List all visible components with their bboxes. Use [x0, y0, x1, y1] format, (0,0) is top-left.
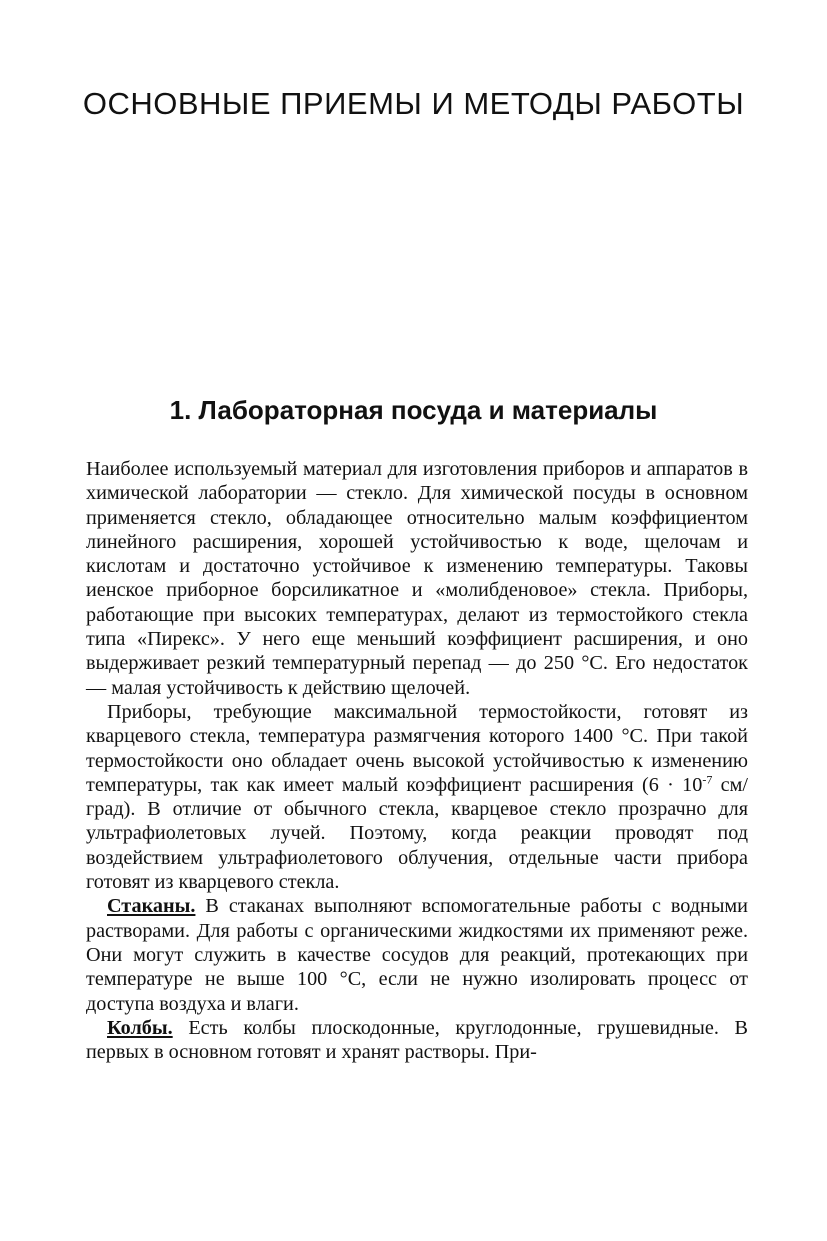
section-heading: 1. Лабораторная посуда и материалы — [169, 395, 658, 425]
term-beakers: Стаканы. — [107, 895, 196, 918]
flasks-text: Есть колбы плоскодонные, круглодонные, грушевидные. В первых в основном готовят и хранят растворы. При- — [86, 1016, 748, 1064]
body-text — [86, 457, 748, 1064]
exponent: -7 — [702, 772, 713, 787]
chapter-title: ОСНОВНЫЕ ПРИЕМЫ И МЕТОДЫ РАБОТЫ — [82, 86, 745, 121]
term-flasks: Колбы. — [107, 1016, 173, 1039]
paragraph-glass-materials: Наиболее используемый материал для изготовления приборов и аппаратов в химической лаборатории — стекло. Для химической посуды в основном применяется стекло, обладающее относительно малым коэффициентом линейного расширения, хорошей устойчивостью к воде, щелочам и кислотам и достаточно устойчивое к изменению температуры. Таковы иенское приборное борсиликатное и «молибденовое» стекла. Приборы, работающие при высоких температурах, делают из термостойкого стекла типа «Пирекс». У него еще меньший коэффициент расширения, и оно выдерживает резкий температурный перепад — до 250 °С. Его недостаток — малая устойчивость к действию щелочей. — [86, 458, 748, 699]
quartz-text-start: Приборы, требующие максимальной термостойкости, готовят из кварцевого стекла, температура размягчения которого 1400 °С. При такой термостойкости оно обладает очень высокой устойчивостью к изменению температуры, так как имеет малый коэффициент расширения (6 · 10 — [86, 700, 748, 796]
paragraph-beakers — [86, 894, 748, 1015]
beakers-text: В стаканах выполняют вспомогательные работы с водными растворами. Для работы с органическими жидкостями их применяют реже. Они могут служить в качестве сосудов для реакций, протекающих при температуре не выше 100 °С, если не нужно изолировать процесс от доступа воздуха и влаги. — [86, 895, 748, 1015]
quartz-text-end: см/град). В отличие от обычного стекла, кварцевое стекло прозрачно для ультрафиолетовых лучей. Поэтому, когда реакции проводят под воздействием ультрафиолетового облучения, отдельные части прибора готовят из кварцевого стекла. — [86, 773, 748, 894]
paragraph-flasks — [86, 1016, 748, 1065]
paragraph-quartz-glass — [86, 700, 748, 894]
